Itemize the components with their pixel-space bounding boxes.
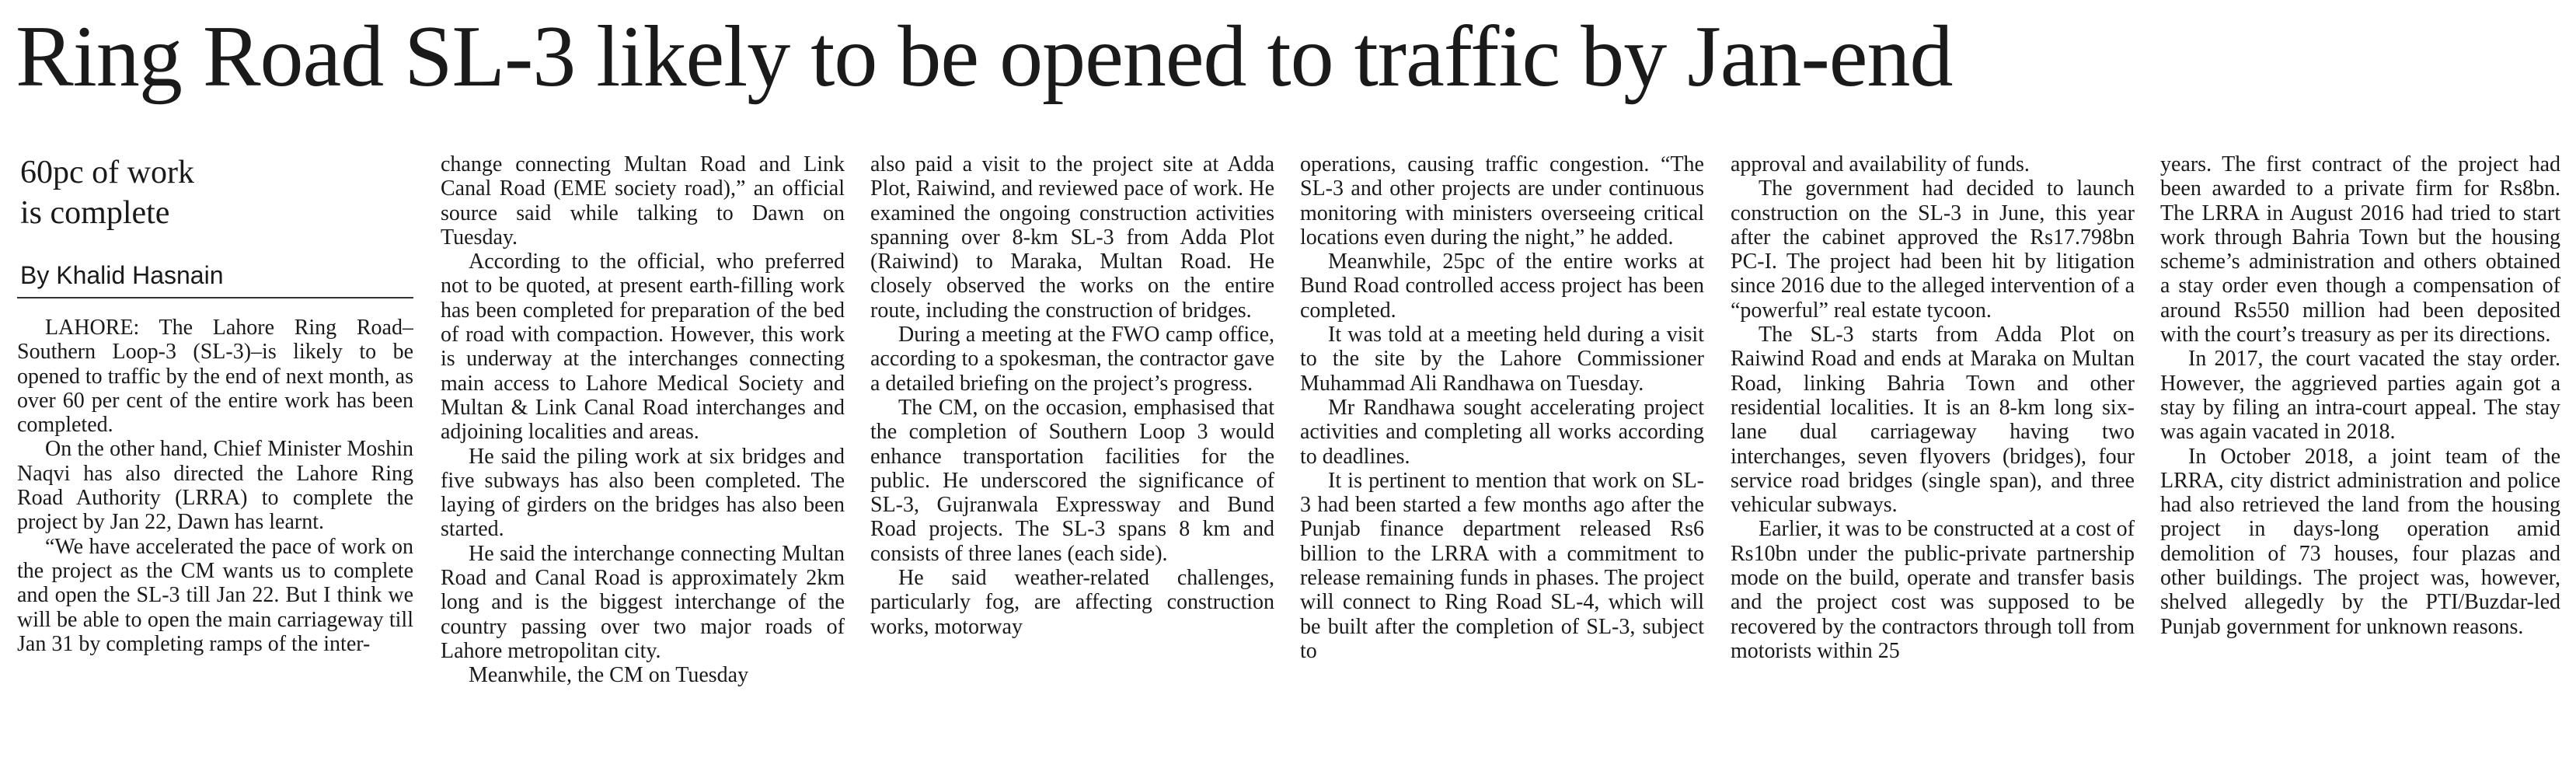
- paragraph: The government had decided to launch construction on the SL-3 in June, this year after the cabinet approved the Rs17.798bn PC-I. The project had been hit by litigation since 2016 due to the alleged intervention of a “powerful” real estate tycoon.: [1731, 176, 2135, 323]
- byline-rule: [17, 297, 413, 298]
- paragraph: also paid a visit to the project site at Adda Plot, Raiwind, and reviewed pace of work. He examined the ongoing construction activities spanning over 8-km SL-3 from Adda Plot (Raiwind) to Maraka, Multan Road. He closely observed the works on the entire route, including the construction of bridges.: [870, 152, 1274, 323]
- paragraph: “We have accelerated the pace of work on the project as the CM wants us to complete and open the SL-3 till Jan 22. But I think we will be able to open the main carriageway till Jan 31 by completing ramps of the inter-: [17, 534, 413, 656]
- paragraph: It was told at a meeting held during a visit to the site by the Lahore Commissioner Muhammad Ali Randhawa on Tuesday.: [1300, 323, 1704, 396]
- subheadline-line-2: is complete: [20, 195, 170, 231]
- byline: By Khalid Hasnain: [20, 261, 224, 289]
- paragraph: Earlier, it was to be constructed at a cost of Rs10bn under the public-private partnership mode on the build, operate and transfer basis and the project cost was supposed to be recovered by the contractors through toll from motorists within 25: [1731, 517, 2135, 663]
- paragraph: During a meeting at the FWO camp office, according to a spokesman, the contractor gave a detailed briefing on the project’s progress.: [870, 323, 1274, 396]
- paragraph: He said the piling work at six bridges and five subways has also been completed. The laying of girders on the bridges has also been started.: [441, 444, 845, 542]
- paragraph: change connecting Multan Road and Link Canal Road (EME society road),” an official source said while talking to Dawn on Tuesday.: [441, 152, 845, 250]
- paragraph: Meanwhile, the CM on Tuesday: [469, 663, 749, 688]
- paragraph: The SL-3 starts from Adda Plot on Raiwind Road and ends at Maraka on Multan Road, linking Bahria Town and other residential localities. It is an 8-km long six-lane dual carriageway having two interchanges, seven flyovers (bridges), four service road bridges (single span), and three vehicular subways.: [1731, 323, 2135, 518]
- paragraph: LAHORE: The Lahore Ring Road–Southern Loop-3 (SL-3)–is likely to be opened to traffic by the end of next month, as over 60 per cent of the entire work has been completed.: [17, 316, 413, 438]
- column-5: [1731, 152, 2135, 759]
- paragraph: In October 2018, a joint team of the LRRA, city district administration and police had also retrieved the land from the housing project in days-long operation amid demolition of 73 houses, four plazas and other buildings. The project was, however, shelved allegedly by the PTI/Buzdar-led Punjab government for unknown reasons.: [2160, 444, 2560, 639]
- paragraph: He said weather-related challenges, particularly fog, are affecting construction works, motorway: [870, 566, 1274, 639]
- paragraph: operations, causing traffic congestion. “The SL-3 and other projects are under continuous monitoring with ministers overseeing critical locations even during the night,” he added.: [1300, 152, 1704, 250]
- paragraph: The CM, on the occasion, emphasised that the completion of Southern Loop 3 would enhance transportation facilities for the public. He underscored the significance of SL-3, Gujranwala Expressway and Bund Road projects. The SL-3 spans 8 km and consists of three lanes (each side).: [870, 395, 1274, 566]
- headline: Ring Road SL-3 likely to be opened to traffic by Jan-end: [16, 9, 1953, 105]
- column-2: [441, 152, 845, 759]
- paragraph: In 2017, the court vacated the stay order. However, the aggrieved parties again got a stay by filing an intra-court appeal. The stay was again vacated in 2018.: [2160, 347, 2560, 445]
- column-3: [870, 152, 1274, 759]
- paragraph: He said the interchange connecting Multan Road and Canal Road is approximately 2km long and is the biggest interchange of the country passing over two major roads of Lahore metropolitan city.: [441, 541, 845, 663]
- column-6: [2160, 152, 2560, 759]
- paragraph: approval and availability of funds.: [1731, 152, 2030, 176]
- subheadline-line-1: 60pc of work: [20, 155, 194, 190]
- paragraph: years. The first contract of the project had been awarded to a private firm for Rs8bn. The LRRA in August 2016 had tried to start work through Bahria Town but the housing scheme’s administration and others obtained a stay order even though a compensation of around Rs550 million had been deposited with the court’s treasury as per its directions.: [2160, 152, 2560, 347]
- paragraph: Mr Randhawa sought accelerating project activities and completing all works according to deadlines.: [1300, 395, 1704, 469]
- paragraph: According to the official, who preferred not to be quoted, at present earth-filling work has been completed for preparation of the bed of road with compaction. However, this work is underway at the interchanges connecting main access to Lahore Medical Society and Multan & Link Canal Road interchanges and adjoining localities and areas.: [441, 250, 845, 445]
- column-4: [1300, 152, 1704, 759]
- paragraph: It is pertinent to mention that work on SL-3 had been started a few months ago after the Punjab finance department released Rs6 billion to the LRRA with a commitment to release remaining funds in phases. The project will connect to Ring Road SL-4, which will be built after the completion of SL-3, subject to: [1300, 468, 1704, 663]
- column-1: [17, 152, 413, 759]
- paragraph: Meanwhile, 25pc of the entire works at Bund Road controlled access project has been completed.: [1300, 250, 1704, 323]
- paragraph: On the other hand, Chief Minister Moshin Naqvi has also directed the Lahore Ring Road Authority (LRRA) to complete the project by Jan 22, Dawn has learnt.: [17, 437, 413, 535]
- subheadline: [20, 152, 413, 233]
